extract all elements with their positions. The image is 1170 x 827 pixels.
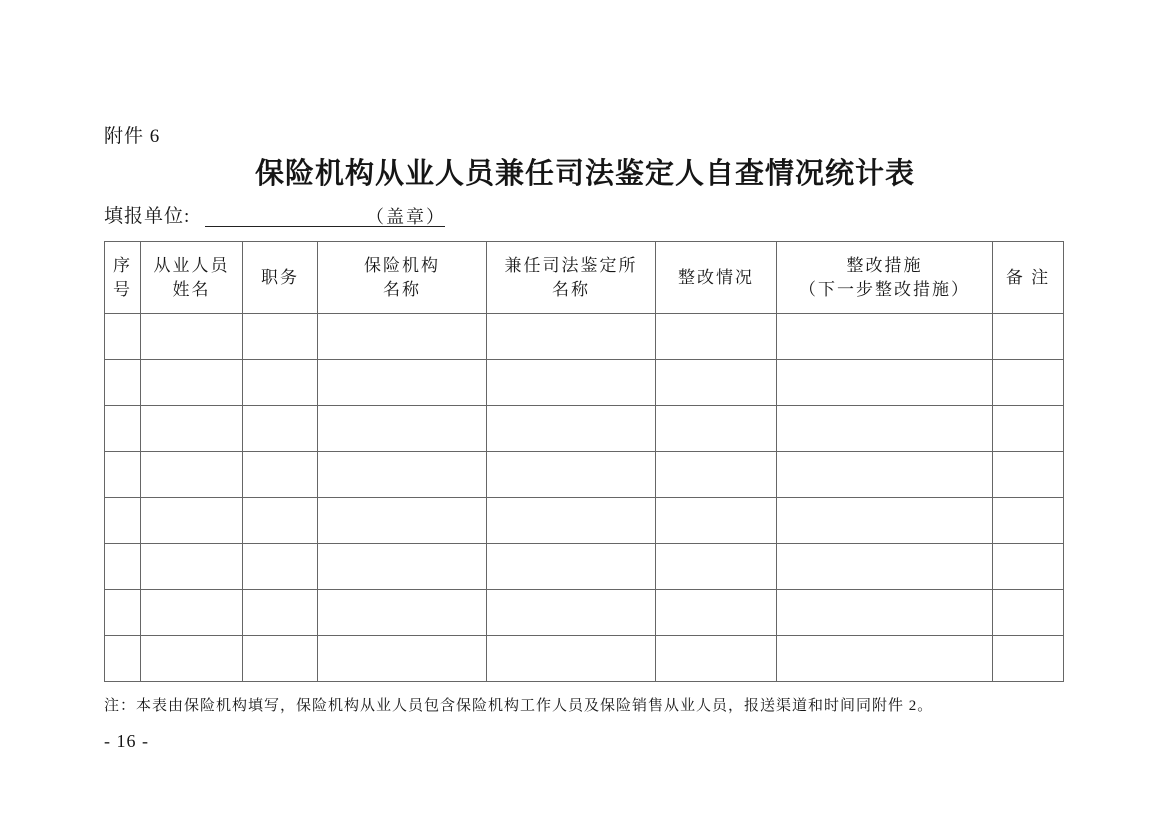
table-cell — [318, 314, 487, 360]
header-insurer-name — [318, 242, 487, 314]
table-cell — [656, 636, 777, 682]
table-cell — [318, 498, 487, 544]
table-cell — [656, 498, 777, 544]
table-cell — [105, 590, 141, 636]
table-cell — [777, 452, 993, 498]
header-position — [243, 242, 318, 314]
table-cell — [105, 452, 141, 498]
table-cell — [318, 636, 487, 682]
table-row — [105, 544, 1064, 590]
table-cell — [487, 360, 656, 406]
attachment-label: 附件 6 — [104, 126, 161, 147]
table-cell — [487, 590, 656, 636]
table-cell — [243, 406, 318, 452]
table-cell — [141, 590, 243, 636]
table-cell — [993, 498, 1064, 544]
table-header-row — [105, 242, 1064, 314]
table-cell — [141, 360, 243, 406]
table-cell — [656, 360, 777, 406]
table-cell — [487, 498, 656, 544]
table-cell — [777, 360, 993, 406]
table-cell — [993, 544, 1064, 590]
table-cell — [777, 406, 993, 452]
table-cell — [487, 636, 656, 682]
table-row — [105, 636, 1064, 682]
header-line: 序 — [113, 255, 132, 275]
table-cell — [105, 498, 141, 544]
table-cell — [993, 452, 1064, 498]
header-line: 保险机构 — [364, 255, 440, 275]
seal-label: （盖章） — [366, 207, 446, 227]
table-cell — [993, 636, 1064, 682]
page-number: - 16 - — [104, 731, 149, 751]
table-cell — [777, 544, 993, 590]
table-cell — [105, 636, 141, 682]
table-cell — [318, 406, 487, 452]
reporting-unit-label: 填报单位: — [104, 206, 191, 227]
table-cell — [243, 590, 318, 636]
table-cell — [105, 406, 141, 452]
table-cell — [243, 544, 318, 590]
table-cell — [141, 452, 243, 498]
table-cell — [487, 406, 656, 452]
header-line: 号 — [113, 279, 132, 299]
table-cell — [656, 314, 777, 360]
table-cell — [243, 636, 318, 682]
table-cell — [105, 314, 141, 360]
header-serial-number — [105, 242, 141, 314]
table-cell — [777, 636, 993, 682]
table-cell — [141, 314, 243, 360]
header-line: （下一步整改措施） — [799, 279, 970, 299]
table-cell — [141, 544, 243, 590]
table-cell — [318, 590, 487, 636]
header-line: 名称 — [552, 279, 590, 299]
table-cell — [243, 314, 318, 360]
header-line: 职务 — [261, 267, 299, 287]
table-cell — [243, 452, 318, 498]
header-appraisal-institution-name — [487, 242, 656, 314]
table-cell — [487, 452, 656, 498]
statistics-table — [104, 241, 1064, 682]
table-cell — [105, 360, 141, 406]
header-line: 兼任司法鉴定所 — [504, 255, 638, 275]
table-cell — [656, 590, 777, 636]
header-line: 整改情况 — [678, 267, 754, 287]
table-cell — [318, 544, 487, 590]
table-cell — [318, 452, 487, 498]
table-cell — [141, 498, 243, 544]
header-remarks — [993, 242, 1064, 314]
table-row — [105, 498, 1064, 544]
table-cell — [141, 406, 243, 452]
table-cell — [993, 406, 1064, 452]
table-cell — [777, 498, 993, 544]
header-line: 名称 — [383, 279, 421, 299]
header-line: 从业人员 — [153, 255, 230, 275]
table-row — [105, 406, 1064, 452]
table-cell — [777, 314, 993, 360]
table-cell — [993, 314, 1064, 360]
table-cell — [243, 360, 318, 406]
footnote: 注：本表由保险机构填写，保险机构从业人员包含保险机构工作人员及保险销售从业人员，报送渠道和时间同附件 2。 — [104, 698, 934, 714]
header-line: 备 注 — [1005, 267, 1051, 287]
table-cell — [487, 314, 656, 360]
header-line: 整改措施 — [846, 255, 923, 275]
table-row — [105, 360, 1064, 406]
table-cell — [993, 590, 1064, 636]
header-line: 姓名 — [172, 279, 211, 299]
document-title: 保险机构从业人员兼任司法鉴定人自查情况统计表 — [254, 158, 915, 190]
table-row — [105, 452, 1064, 498]
table-cell — [243, 498, 318, 544]
table-cell — [318, 360, 487, 406]
table-row — [105, 314, 1064, 360]
table-cell — [993, 360, 1064, 406]
table-cell — [487, 544, 656, 590]
table-row — [105, 590, 1064, 636]
table-cell — [656, 544, 777, 590]
header-rectification-measures — [777, 242, 993, 314]
table-cell — [777, 590, 993, 636]
table-cell — [656, 452, 777, 498]
header-rectification-status — [656, 242, 777, 314]
header-employee-name — [141, 242, 243, 314]
table-cell — [141, 636, 243, 682]
table-cell — [105, 544, 141, 590]
table-cell — [656, 406, 777, 452]
